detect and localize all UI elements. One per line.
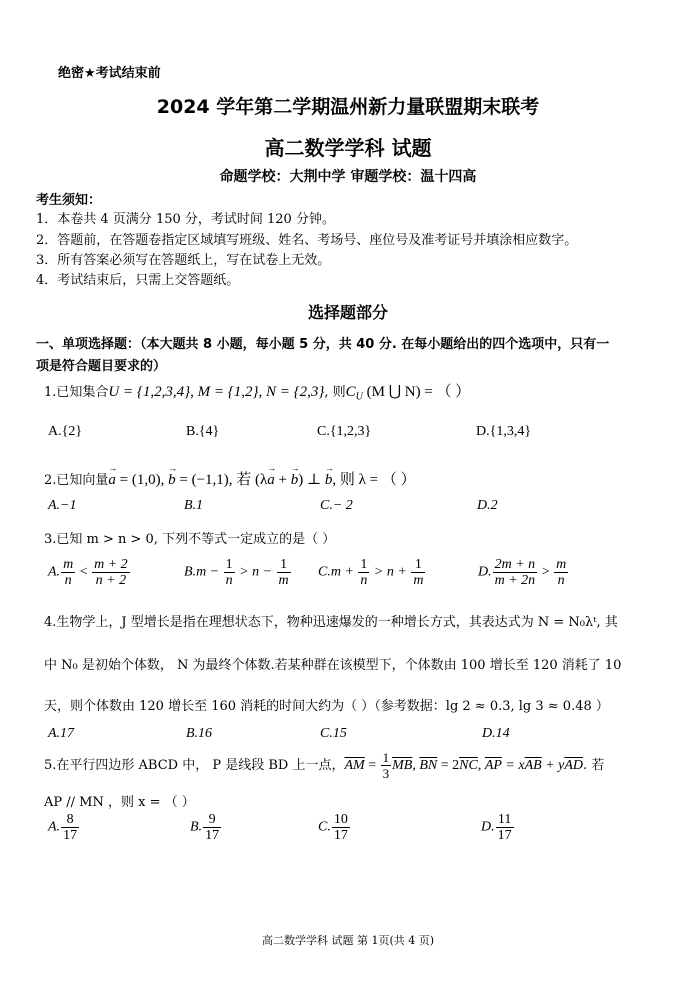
q2-option-c[interactable]: C.− 2 <box>320 498 353 513</box>
schools-line: 命题学校：大荆中学 审题学校：温十四高 <box>219 169 477 185</box>
q1-option-c[interactable]: C.{1,2,3} <box>317 424 372 439</box>
q5-eq2: = 2 <box>437 758 460 773</box>
q3-d-num1: 2m + n <box>494 557 536 572</box>
q5-eq3: = x <box>501 758 525 773</box>
q3-b-den2: m <box>278 573 289 588</box>
q3-a-den1: n <box>64 573 72 588</box>
q5-b-den: 17 <box>205 828 220 843</box>
q5-one-third <box>381 750 392 781</box>
q3-option-b[interactable] <box>184 557 292 588</box>
q5-b-label: B. <box>190 819 203 835</box>
q5-a-num: 8 <box>61 812 79 828</box>
q2-val-a: = (1,0), <box>115 472 169 488</box>
notice-item: 2．答题前，在答题卷指定区域填写班级、姓名、考场号、座位号及准考证号并填涂相应数字。 <box>36 233 578 248</box>
q3-d-frac2 <box>554 557 568 588</box>
exam-title: 2024 学年第二学期温州新力量联盟期末联考 <box>156 96 540 118</box>
question-4-line2: 中 N₀ 是初始个体数， N 为最终个体数.若某种群在该模型下，个体数由 100 增长至 120 消耗了 10 <box>44 658 622 673</box>
q5-option-d[interactable] <box>481 812 515 843</box>
q3-a-frac2 <box>92 557 130 588</box>
q1-option-a[interactable]: A.{2} <box>48 424 83 439</box>
question-2 <box>44 468 416 489</box>
q5-b-frac <box>203 812 221 843</box>
q1-prefix: 1.已知集合 <box>44 385 109 400</box>
q3-option-d[interactable] <box>478 557 569 588</box>
q5-ab: $\overline{AB}$ <box>524 758 542 773</box>
part1-instructions-cont: 项是符合题目要求的） <box>36 359 167 374</box>
q1-expr: (M ⋃ N) = （ ） <box>362 384 471 400</box>
question-1 <box>44 380 470 403</box>
q4-option-b[interactable]: B.16 <box>186 726 213 741</box>
q5-c-num: 10 <box>333 812 348 827</box>
q3-a-den2: n + 2 <box>95 573 127 588</box>
q2-vec-b2: → b <box>291 472 299 489</box>
q2-plus: + <box>274 472 291 488</box>
q3-b-frac2 <box>277 557 291 588</box>
q3-d-den1: m + 2n <box>494 573 536 588</box>
q3-c-den2: m <box>413 573 424 588</box>
q3-a-num1: m <box>63 557 74 572</box>
q2-tail: , 则 λ = （ ） <box>332 472 416 488</box>
q5-frac-num: 1 <box>382 750 390 765</box>
q2-vec-a2: → a <box>267 472 275 489</box>
q3-b-num2: 1 <box>277 557 291 573</box>
q5-bn: $\overline{BN}$ <box>419 758 438 773</box>
q2-vec-b3: → b <box>325 472 333 489</box>
exam-subtitle: 高二数学学科 试题 <box>264 136 432 160</box>
page-footer: 高二数学学科 试题 第 1页(共 4 页) <box>261 934 435 947</box>
q1-option-b[interactable]: B.{4} <box>186 424 220 439</box>
q2-val-b: = (−1,1), 若 (λ <box>175 472 268 488</box>
q5-sep1: , <box>412 758 420 773</box>
q3-d-frac1 <box>493 557 538 588</box>
q5-frac-den: 3 <box>382 766 390 781</box>
q5-a-frac <box>61 812 79 843</box>
q1-option-d[interactable]: D.{1,3,4} <box>476 424 532 439</box>
q5-a-den: 17 <box>63 828 78 843</box>
q2-option-d[interactable]: D.2 <box>477 498 498 513</box>
q4-option-a[interactable]: A.17 <box>48 726 75 741</box>
q3-b-pre: m − <box>196 564 223 580</box>
question-4-line1: 4.生物学上，J 型增长是指在理想状态下，物种迅速爆发的一种增长方式，其表达式为 N = N₀λᵗ, 其 <box>44 615 618 630</box>
q3-a-frac1 <box>61 557 75 588</box>
q3-option-a[interactable] <box>48 557 131 588</box>
q3-c-frac2 <box>411 557 425 588</box>
q1-tail: , 则 <box>324 385 346 400</box>
q5-option-a[interactable] <box>48 812 80 843</box>
q3-b-label: B. <box>184 564 197 580</box>
q5-a-label: A. <box>48 819 61 835</box>
q5-sep2: , <box>477 758 485 773</box>
q5-plusy: + y <box>541 758 565 773</box>
q5-pre: 5.在平行四边形 ABCD 中， P 是线段 BD 上一点， <box>44 758 345 773</box>
q5-eq1: = <box>364 758 380 773</box>
q1-subscript: U <box>355 391 363 403</box>
q1-sets: U = {1,2,3,4}, M = {1,2}, N = {2,3} <box>108 384 325 400</box>
q5-option-c[interactable] <box>318 812 351 843</box>
q2-vec-a: → a <box>108 472 116 489</box>
notice-item: 1．本卷共 4 页满分 150 分，考试时间 120 分钟。 <box>36 212 335 227</box>
q5-c-frac <box>332 812 350 843</box>
q3-c-num1: 1 <box>360 557 368 572</box>
notice-item: 3．所有答案必须写在答题纸上，写在试卷上无效。 <box>36 253 331 268</box>
q5-c-label: C. <box>318 819 331 835</box>
q5-ad: $\overline{AD}$ <box>564 758 584 773</box>
notice-heading: 考生须知： <box>36 193 102 208</box>
q4-option-d[interactable]: D.14 <box>482 726 510 741</box>
q5-nc: $\overline{NC}$ <box>459 758 478 773</box>
q3-c-mid: > n + <box>370 564 411 580</box>
q3-c-frac1 <box>358 557 369 588</box>
q2-prefix: 2.已知向量 <box>44 473 109 488</box>
q3-c-pre: m + <box>330 564 358 580</box>
q3-d-den2: n <box>557 573 565 588</box>
q5-d-num: 11 <box>496 812 514 828</box>
q3-d-num2: m <box>556 557 567 572</box>
q2-option-b[interactable]: B.1 <box>184 498 204 513</box>
q5-mb: $\overline{MB}$ <box>392 758 413 773</box>
q3-c-num2: 1 <box>411 557 425 573</box>
q5-d-label: D. <box>481 819 495 835</box>
q1-complement: C <box>345 384 356 400</box>
q5-d-frac <box>496 812 514 843</box>
q2-perp: ) ⊥ <box>298 472 325 488</box>
q3-option-c[interactable] <box>318 557 426 588</box>
question-3: 3.已知 m > n > 0, 下列不等式一定成立的是（ ） <box>44 532 336 547</box>
q3-b-num1: 1 <box>225 557 233 572</box>
q4-option-c[interactable]: C.15 <box>320 726 347 741</box>
secret-label: 绝密★考试结束前 <box>58 66 161 81</box>
q2-vec-b: → b <box>168 472 176 489</box>
q5-d-den: 17 <box>497 828 512 843</box>
q5-b-num: 9 <box>203 812 221 828</box>
part1-instructions: 一、单项选择题：（本大题共 8 小题，每小题 5 分，共 40 分. 在每小题给出的四个选项中，只有一 <box>36 337 610 352</box>
q3-a-label: A. <box>48 564 61 580</box>
notice-item: 4．考试结束后，只需上交答题纸。 <box>36 273 240 288</box>
q3-b-frac1 <box>224 557 235 588</box>
section-title: 选择题部分 <box>307 303 388 322</box>
q5-c-den: 17 <box>333 828 348 843</box>
q3-c-den1: n <box>360 573 368 588</box>
q5-option-b[interactable] <box>190 812 222 843</box>
q3-d-label: D. <box>478 564 492 580</box>
q3-b-den1: n <box>225 573 233 588</box>
q3-d-rel: > <box>538 564 554 580</box>
question-5-line2: AP // MN ，则 x = （ ） <box>44 795 195 810</box>
q5-am: $\overline{AM}$ <box>344 758 365 773</box>
question-5-line1 <box>44 750 604 781</box>
q2-option-a[interactable]: A.−1 <box>48 498 77 513</box>
question-4-line3: 天，则个体数由 120 增长至 160 消耗的时间大约为（ ）（参考数据：lg 2 ≈ 0.3, lg 3 ≈ 0.48 ） <box>44 699 609 714</box>
q3-b-mid: > n − <box>235 564 276 580</box>
q3-c-label: C. <box>318 564 331 580</box>
q3-a-rel: < <box>76 564 92 580</box>
q5-end: . 若 <box>583 758 605 773</box>
q5-ap: $\overline{AP}$ <box>484 758 502 773</box>
q3-a-num2: m + 2 <box>94 557 128 572</box>
